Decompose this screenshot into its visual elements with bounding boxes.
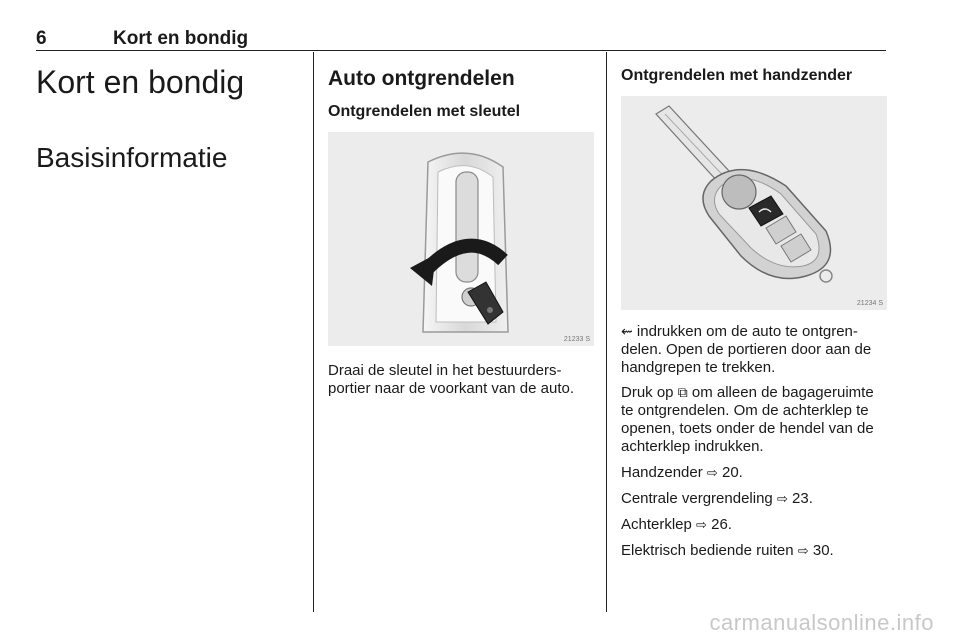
page-reference-arrow-icon: ⇨ [696, 517, 707, 532]
figure-code: 21233 S [563, 336, 590, 343]
tailgate-button-icon: ⧉ [677, 384, 688, 400]
figure-code: 21234 S [856, 300, 883, 307]
ref-page: 26. [706, 516, 732, 533]
unlock-button-icon: ⇜ [621, 323, 633, 339]
cross-reference[interactable] [621, 490, 887, 508]
page-reference-arrow-icon: ⇨ [776, 491, 788, 506]
cross-reference[interactable] [621, 516, 887, 534]
cross-reference[interactable] [621, 542, 887, 560]
section-title: Basisinformatie [36, 142, 228, 173]
key-instruction: Draai de sleutel in het bestuurdersportier naar de voorkant van de auto. [328, 362, 574, 397]
column-divider-1 [313, 52, 314, 612]
remote-key-illustration [621, 96, 887, 310]
watermark: carmanualsonline.info [709, 610, 934, 635]
ref-page: 30. [808, 542, 834, 559]
column-3 [621, 52, 887, 560]
heading-unlock-car: Auto ontgrendelen [328, 67, 515, 90]
ref-label: Centrale vergrendeling [621, 490, 777, 507]
ref-label: Handzender [621, 464, 707, 481]
page-reference-arrow-icon: ⇨ [797, 543, 809, 558]
boot-unlock-paragraph [621, 383, 887, 456]
page-number: 6 [36, 28, 47, 49]
unlock-paragraph [621, 322, 887, 377]
subheading-unlock-with-key: Ontgrendelen met sleutel [328, 103, 521, 120]
ref-label: Elektrisch bediende ruiten [621, 542, 798, 559]
page-reference-arrow-icon: ⇨ [706, 465, 718, 480]
unlock-paragraph-text: indrukken om de auto te ontgrendelen. Open de portieren door aan de handgrepen te trekken. [621, 323, 872, 376]
figure-door-handle-key [328, 132, 594, 346]
running-title: Kort en bondig [113, 28, 249, 49]
boot-paragraph-lead: Druk op [621, 384, 678, 401]
door-handle-key-illustration [328, 132, 594, 346]
chapter-title: Kort en bondig [36, 64, 245, 100]
cross-reference[interactable] [621, 464, 887, 482]
column-divider-2 [606, 52, 607, 612]
page-header [36, 28, 886, 51]
boot-paragraph-text: om alleen de bagageruimte te ontgrendelen. Om de achterklep te openen, toets onder de hendel van de achterklep indrukken. [621, 384, 874, 455]
ref-label: Achterklep [621, 516, 697, 533]
ref-page: 20. [717, 464, 743, 481]
column-1 [36, 52, 304, 174]
ref-page: 23. [787, 490, 813, 507]
figure-remote-key [621, 96, 887, 310]
subheading-unlock-with-remote: Ontgrendelen met handzender [621, 67, 853, 84]
column-2 [328, 52, 594, 398]
